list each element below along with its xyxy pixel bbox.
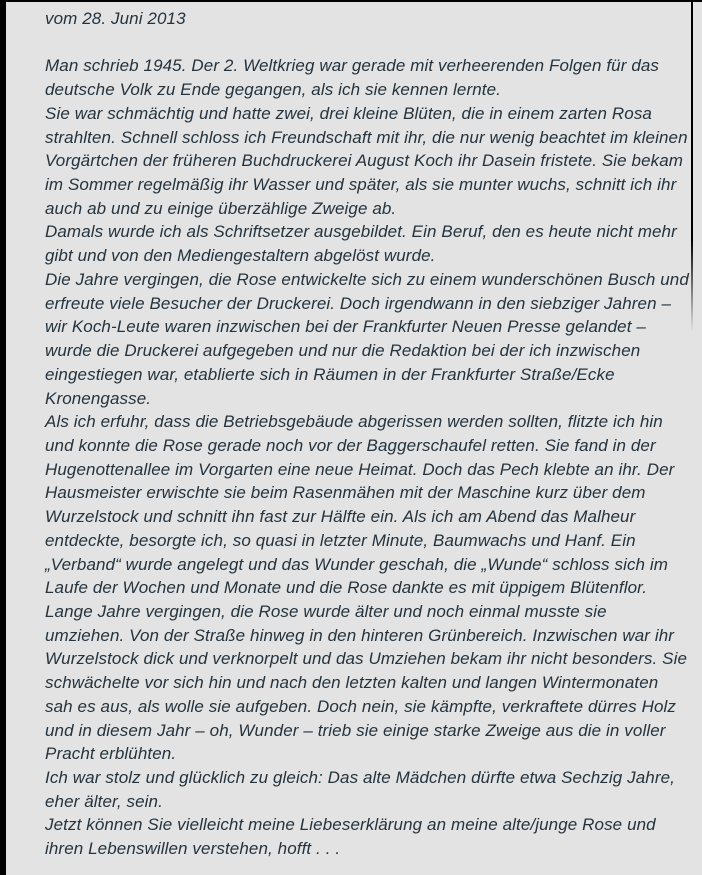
- article-text: [45, 7, 695, 861]
- text-line: ihren Lebenswillen verstehen, hofft . . .: [45, 839, 341, 859]
- text-line: „Verband“ wurde angelegt und das Wunder geschah, die „Wunde“ schloss sich im: [45, 554, 669, 574]
- text-line: Damals wurde ich als Schriftsetzer ausgebildet. Ein Beruf, den es heute nicht mehr: [45, 222, 677, 242]
- text-line: deutsche Volk zu Ende gegangen, als ich sie kennen lernte.: [45, 80, 501, 100]
- text-line: eher älter, sein.: [45, 791, 163, 811]
- text-line: Lange Jahre vergingen, die Rose wurde älter und noch einmal musste sie: [45, 601, 607, 621]
- text-line: und in diesem Jahr – oh, Wunder – trieb sie einige starke Zweige aus die in voller: [45, 720, 666, 740]
- text-line: auch ab und zu einige überzählige Zweige ab.: [45, 198, 397, 218]
- text-line: entdeckte, besorgte ich, so quasi in letzter Minute, Baumwachs und Hanf. Ein: [45, 530, 636, 550]
- text-line: wir Koch-Leute waren inzwischen bei der Frankfurter Neuen Presse gelandet –: [45, 317, 646, 337]
- text-line: erfreute viele Besucher der Druckerei. Doch irgendwann in den siebziger Jahren –: [45, 293, 672, 313]
- text-line: Wurzelstock und schnitt ihn fast zur Hälfte ein. Als ich am Abend das Malheur: [45, 507, 636, 527]
- text-line: eingestiegen war, etablierte sich in Räumen in der Frankfurter Straße/Ecke: [45, 364, 615, 384]
- text-line: Ich war stolz und glücklich zu gleich: Das alte Mädchen dürfte etwa Sechzig Jahre,: [45, 768, 675, 787]
- text-line: wurde die Druckerei aufgegeben und nur die Redaktion bei der ich inzwischen: [45, 341, 641, 361]
- text-line: vom 28. Juni 2013: [45, 9, 186, 28]
- text-line: Wurzelstock dick und verknorpelt und das Umziehen bekam ihr nicht besonders. Sie: [45, 649, 688, 669]
- text-line: umziehen. Von der Straße hinweg in den hinteren Grünbereich. Inzwischen war ihr: [45, 625, 675, 645]
- text-line: und konnte die Rose gerade noch vor der Baggerschaufel retten. Sie fand in der: [45, 435, 656, 455]
- text-line: im Sommer regelmäßig ihr Wasser und später, als sie munter wuchs, schnitt ich ihr: [45, 175, 677, 195]
- text-line: strahlten. Schnell schloss ich Freundschaft mit ihr, die nur wenig beachtet im kleinen: [45, 127, 688, 147]
- text-line: Vorgärtchen der früheren Buchdruckerei August Koch ihr Dasein fristete. Sie bekam: [45, 151, 684, 171]
- text-line: Hugenottenallee im Vorgarten eine neue Heimat. Doch das Pech klebte an ihr. Der: [45, 459, 675, 479]
- text-line: Sie war schmächtig und hatte zwei, drei kleine Blüten, die in einem zarten Rosa: [45, 103, 652, 123]
- text-line: gibt und von den Mediengestaltern abgelöst wurde.: [45, 246, 436, 266]
- text-line: [45, 31, 695, 55]
- text-line: Hausmeister erwischte sie beim Rasenmähen mit der Maschine kurz über dem: [45, 483, 646, 503]
- text-line: Die Jahre vergingen, die Rose entwickelte sich zu einem wunderschönen Busch und: [45, 269, 689, 289]
- text-line: Laufe der Wochen und Monate und die Rose dankte es mit üppigem Blütenflor.: [45, 578, 648, 598]
- text-line: Als ich erfuhr, dass die Betriebsgebäude abgerissen werden sollten, flitzte ich hin: [45, 412, 663, 432]
- text-line: sah es aus, als wolle sie aufgeben. Doch nein, sie kämpfte, verkraftete dürres Holz: [45, 696, 677, 716]
- text-line: schwächelte vor sich hin und nach den letzten kalten und langen Wintermonaten: [45, 673, 659, 693]
- text-line: Pracht erblühten.: [45, 744, 177, 764]
- text-line: Kronengasse.: [45, 388, 152, 408]
- text-line: Jetzt können Sie vielleicht meine Liebeserklärung an meine alte/junge Rose und: [45, 815, 656, 835]
- text-line: Man schrieb 1945. Der 2. Weltkrieg war gerade mit verheerenden Folgen für das: [45, 56, 660, 76]
